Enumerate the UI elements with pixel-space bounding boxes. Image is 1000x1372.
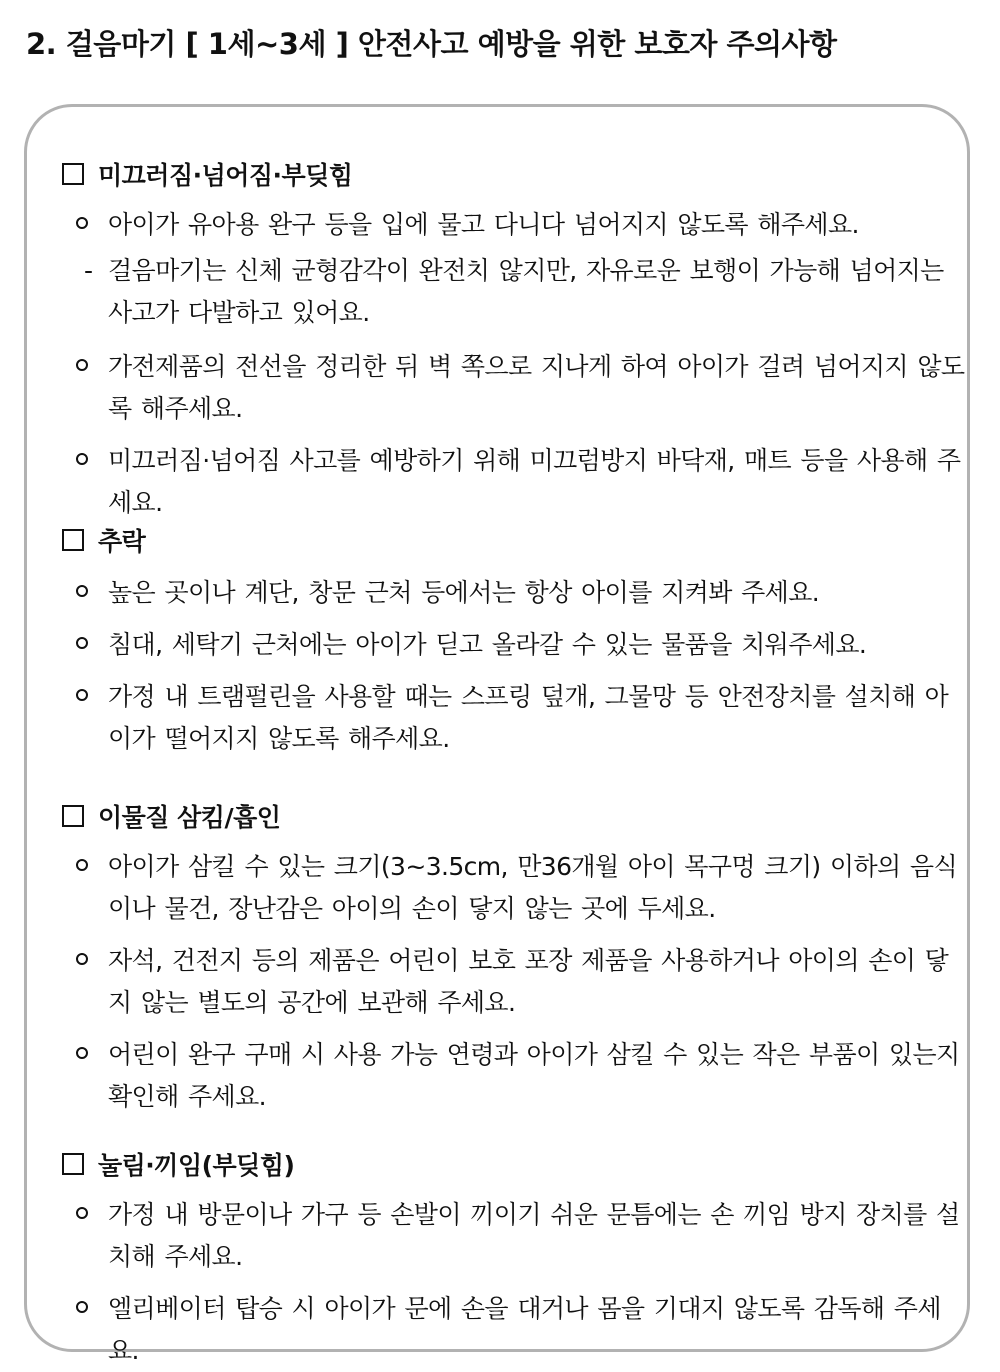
section-falling (62, 520, 970, 760)
section-title: 추락 (98, 527, 146, 556)
list-item: 아이가 유아용 완구 등을 입에 물고 다니다 넘어지지 않도록 해주세요. (62, 204, 970, 246)
checkbox-icon (62, 805, 84, 827)
bullet-circle-icon (76, 453, 88, 465)
checkbox-icon (62, 1153, 84, 1175)
section-title: 미끄러짐·넘어짐·부딪힘 (98, 161, 353, 190)
bullet-circle-icon (76, 859, 88, 871)
section-heading (62, 796, 970, 836)
dash-icon: - (84, 256, 93, 285)
list-item: 가정 내 트램펄린을 사용할 때는 스프링 덮개, 그물망 등 안전장치를 설치해 아이가 떨어지지 않도록 해주세요. (62, 676, 970, 760)
section-title: 눌림·끼임(부딪힘) (98, 1151, 295, 1180)
list-subitem: - 걸음마기는 신체 균형감각이 완전치 않지만, 자유로운 보행이 가능해 넘어지는 사고가 다발하고 있어요. (62, 250, 970, 334)
list-item: 높은 곳이나 계단, 창문 근처 등에서는 항상 아이를 지켜봐 주세요. (62, 572, 970, 614)
list-item: 미끄러짐·넘어짐 사고를 예방하기 위해 미끄럼방지 바닥재, 매트 등을 사용해 주세요. (62, 440, 970, 524)
section-heading (62, 520, 970, 560)
bullet-circle-icon (76, 1301, 88, 1313)
list-item: 가전제품의 전선을 정리한 뒤 벽 쪽으로 지나게 하여 아이가 걸려 넘어지지 않도록 해주세요. (62, 346, 970, 430)
bullet-circle-icon (76, 1207, 88, 1219)
checkbox-icon (62, 529, 84, 551)
bullet-circle-icon (76, 953, 88, 965)
bullet-circle-icon (76, 359, 88, 371)
list-item: 아이가 삼킬 수 있는 크기(3~3.5cm, 만36개월 아이 목구멍 크기) 이하의 음식이나 물건, 장난감은 아이의 손이 닿지 않는 곳에 두세요. (62, 846, 970, 930)
list-item: 가정 내 방문이나 가구 등 손발이 끼이기 쉬운 문틈에는 손 끼임 방지 장치를 설치해 주세요. (62, 1194, 970, 1278)
page-title: 2. 걸음마기 [ 1세~3세 ] 안전사고 예방을 위한 보호자 주의사항 (26, 27, 837, 61)
checkbox-icon (62, 163, 84, 185)
bullet-circle-icon (76, 217, 88, 229)
bullet-circle-icon (76, 637, 88, 649)
list-item: 자석, 건전지 등의 제품은 어린이 보호 포장 제품을 사용하거나 아이의 손이 닿지 않는 별도의 공간에 보관해 주세요. (62, 940, 970, 1024)
section-pinching (62, 1144, 970, 1372)
section-title: 이물질 삼킴/흡인 (98, 803, 281, 832)
bullet-circle-icon (76, 689, 88, 701)
section-slip-fall (62, 154, 970, 524)
list-item: 어린이 완구 구매 시 사용 가능 연령과 아이가 삼킬 수 있는 작은 부품이 있는지 확인해 주세요. (62, 1034, 970, 1118)
bullet-circle-icon (76, 585, 88, 597)
section-heading (62, 1144, 970, 1184)
section-heading (62, 154, 970, 194)
bullet-circle-icon (76, 1047, 88, 1059)
list-item: 침대, 세탁기 근처에는 아이가 딛고 올라갈 수 있는 물품을 치워주세요. (62, 624, 970, 666)
section-choking (62, 796, 970, 1118)
list-item: 엘리베이터 탑승 시 아이가 문에 손을 대거나 몸을 기대지 않도록 감독해 주세요. (62, 1288, 970, 1372)
